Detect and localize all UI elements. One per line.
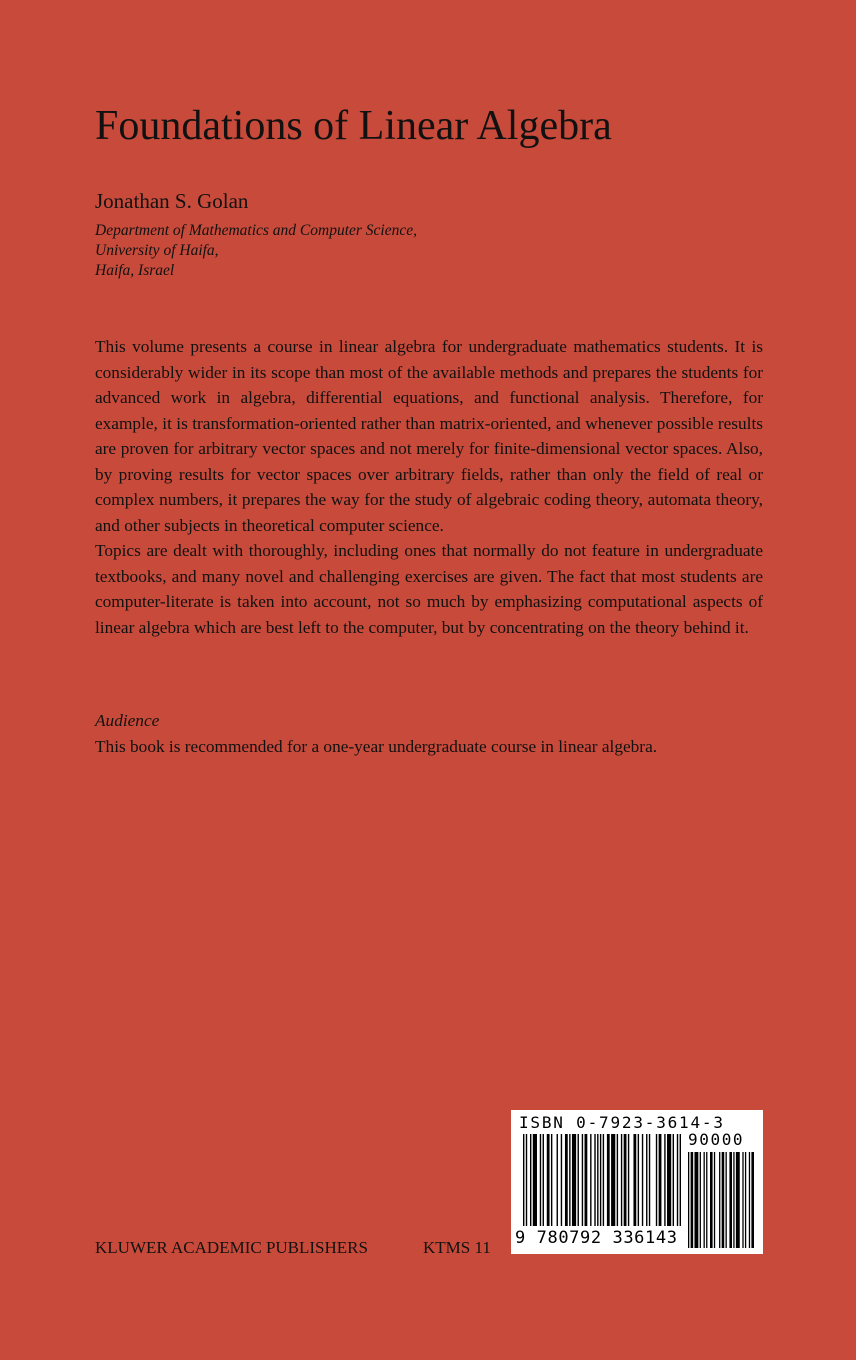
book-description <box>95 334 763 640</box>
barcode-bar <box>551 1134 552 1226</box>
barcode-bar <box>706 1152 707 1248</box>
author-name: Jonathan S. Golan <box>95 189 249 213</box>
barcode-bar <box>557 1134 558 1226</box>
barcode-bar <box>664 1134 665 1226</box>
author-affiliation <box>95 221 417 281</box>
barcode-bar <box>736 1152 740 1248</box>
barcode-bar <box>561 1134 562 1226</box>
barcode-bar <box>673 1134 674 1226</box>
barcode-bar <box>700 1152 701 1248</box>
barcode-bar <box>572 1134 576 1226</box>
affiliation-line: University of Haifa, <box>95 242 219 259</box>
ean-digits: 9 780792 336143 <box>515 1228 678 1248</box>
book-title: Foundations of Linear Algebra <box>95 103 612 149</box>
barcode-bar <box>729 1152 732 1248</box>
barcode-bar <box>656 1134 657 1226</box>
audience-text: This book is recommended for a one-year undergraduate course in linear algebra. <box>95 737 658 756</box>
barcode-bar <box>704 1152 705 1248</box>
publisher-name: KLUWER ACADEMIC PUBLISHERS <box>95 1238 368 1257</box>
barcode-bar <box>578 1134 579 1226</box>
barcode-bar <box>621 1134 622 1226</box>
barcode-bar <box>710 1152 713 1248</box>
barcode-bar <box>585 1134 588 1226</box>
barcode-bar <box>722 1152 725 1248</box>
barcode-bar <box>617 1134 618 1226</box>
barcode-bar <box>749 1152 750 1248</box>
affiliation-line: Department of Mathematics and Computer Science, <box>95 222 417 239</box>
barcode-bar <box>646 1134 647 1226</box>
description-paragraph: This volume presents a course in linear algebra for undergraduate mathematics students. It is considerably wider in its scope than most of the available methods and prepares the students for advanced work in algebra, differential equations, and functional analysis. Therefore, for example, it is transformation-oriented rather than matrix-oriented, and whenever possible results are proven for arbitrary vector spaces and not merely for finite-dimensional vector spaces. Also, by proving results for vector spaces over arbitrary fields, rather than only the field of real or complex numbers, it prepares the way for the study of algebraic coding theory, automata theory, and other subjects in theoretical computer science. <box>95 337 763 535</box>
barcode-bar <box>603 1134 604 1226</box>
barcode-bar <box>594 1134 595 1226</box>
barcode-bar <box>638 1134 639 1226</box>
barcode-bar <box>642 1134 643 1226</box>
barcode-bar <box>659 1134 662 1226</box>
barcode-bar <box>569 1134 570 1226</box>
ean-barcode-bars <box>523 1134 681 1226</box>
barcode-bar <box>742 1152 743 1248</box>
barcode-bar <box>628 1134 629 1226</box>
isbn-label: ISBN 0-7923-3614-3 <box>519 1113 725 1132</box>
barcode-bar <box>714 1152 715 1248</box>
barcode-bar <box>607 1134 610 1226</box>
barcode-bar <box>649 1134 650 1226</box>
isbn-barcode <box>511 1110 763 1254</box>
series-number: KTMS 11 <box>423 1238 491 1257</box>
barcode-bar <box>677 1134 678 1226</box>
barcode-bar <box>751 1152 754 1248</box>
barcode-bar <box>582 1134 583 1226</box>
barcode-bar <box>611 1134 615 1226</box>
barcode-bar <box>565 1134 568 1226</box>
barcode-bar <box>533 1134 537 1226</box>
barcode-bar <box>526 1134 527 1226</box>
barcode-bar <box>745 1152 746 1248</box>
barcode-bar <box>733 1152 734 1248</box>
barcode-bar <box>547 1134 550 1226</box>
barcode-bar <box>543 1134 544 1226</box>
barcode-bar <box>680 1134 681 1226</box>
barcode-bar <box>694 1152 698 1248</box>
barcode-bar <box>726 1152 727 1248</box>
barcode-bar <box>540 1134 541 1226</box>
addon-barcode-bars <box>688 1152 754 1248</box>
barcode-bar <box>597 1134 598 1226</box>
price-addon-label: 90000 <box>688 1130 745 1149</box>
audience-heading: Audience <box>95 711 160 730</box>
barcode-bar <box>624 1134 627 1226</box>
barcode-bar <box>719 1152 720 1248</box>
barcode-bar <box>600 1134 601 1226</box>
barcode-bar <box>530 1134 531 1226</box>
barcode-bar <box>691 1152 694 1248</box>
affiliation-line: Haifa, Israel <box>95 262 175 279</box>
barcode-bar <box>667 1134 671 1226</box>
barcode-bar <box>688 1152 689 1248</box>
barcode-bar <box>633 1134 636 1226</box>
barcode-bar <box>523 1134 524 1226</box>
description-paragraph: Topics are dealt with thoroughly, including ones that normally do not feature in undergraduate textbooks, and many novel and challenging exercises are given. The fact that most students are computer-literate is taken into account, not so much by emphasizing computational aspects of linear algebra which are best left to the computer, but by concentrating on the theory behind it. <box>95 541 763 637</box>
barcode-bar <box>590 1134 591 1226</box>
